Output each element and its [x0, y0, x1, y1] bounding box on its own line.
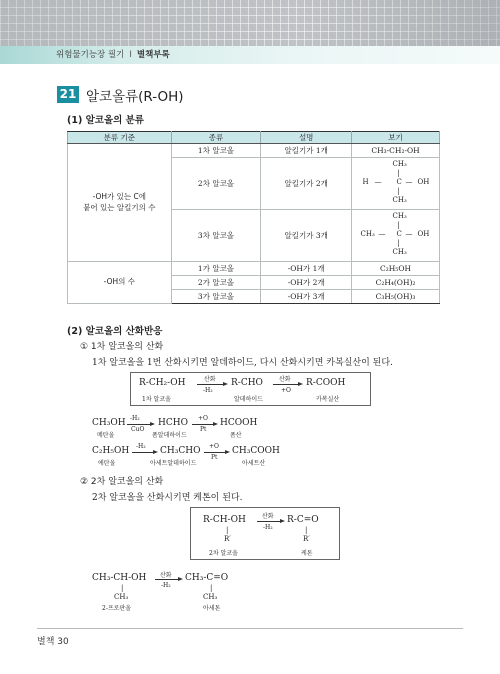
breadcrumb-separator: I: [129, 50, 132, 60]
reactant: R-CH₂-OH: [139, 378, 186, 388]
arrow-label-top: 산화: [262, 513, 274, 520]
reaction-arrow: [155, 579, 179, 580]
bond-vertical: |: [397, 186, 400, 195]
structural-formula: [361, 160, 431, 206]
sub2-title: ② 2차 알코올의 산화: [80, 477, 164, 487]
substituent: CH₃: [114, 593, 129, 601]
arrow-label-top: +O: [209, 443, 219, 450]
arrow-label-top: 산화: [204, 376, 216, 383]
arrow-label-bottom: +O: [281, 387, 291, 394]
compound: HCHO: [158, 418, 188, 428]
compound-name: 아세트알데하이드: [150, 460, 197, 467]
reaction-arrow-head: [213, 422, 218, 426]
bond-vertical: |: [210, 584, 213, 592]
reaction-arrow-head: [150, 422, 155, 426]
reaction-arrow-head: [153, 450, 158, 454]
struct-center: C: [396, 177, 402, 186]
section-title: 알코올류(R-OH): [86, 89, 184, 105]
sub2-text: 2차 알코올을 산화시키면 케톤이 된다.: [92, 493, 243, 503]
desc-cell: 알킬기가 2개: [261, 158, 352, 210]
kind-cell: 3차 알코올: [171, 210, 261, 262]
reaction-arrow-head: [178, 577, 183, 581]
product-name: 알데하이드: [234, 396, 263, 403]
compound-name: 아세트산: [242, 460, 266, 467]
reaction-arrow: [132, 452, 154, 453]
reaction-arrow-head: [280, 519, 285, 523]
struct-bottom: CH₃: [392, 195, 407, 204]
alcohol-classification-table: [67, 131, 440, 304]
struct-left: H: [362, 177, 369, 186]
kind-cell: 2차 알코올: [171, 158, 261, 210]
book-title: 위험물기능장 필기: [56, 50, 125, 60]
part1-title: (1) 알코올의 분류: [67, 115, 144, 126]
substituent: CH₃: [203, 593, 218, 601]
reaction-arrow: [204, 452, 226, 453]
struct-left: CH₃: [360, 229, 375, 238]
desc-cell: -OH가 1개: [261, 262, 352, 276]
methanol-oxidation-example: [92, 415, 292, 441]
table-row: [68, 262, 440, 276]
reaction-arrow: [257, 521, 281, 522]
bond-horizontal: —: [405, 229, 413, 238]
reaction-arrow: [273, 384, 299, 385]
primary-oxidation-box: [130, 372, 371, 406]
bond-horizontal: —: [405, 177, 413, 186]
desc-cell: -OH가 2개: [261, 276, 352, 290]
substituent: R′: [224, 535, 231, 543]
struct-right: OH: [417, 177, 430, 186]
arrow-label-bottom: CuO: [131, 426, 145, 433]
arrow-label-top: +O: [198, 415, 208, 422]
table-row: [68, 144, 440, 158]
kind-cell: 3가 알코올: [171, 290, 261, 304]
example-cell: C₃H₅(OH)₃: [352, 290, 440, 304]
table-header-cell: 종류: [171, 132, 261, 144]
example-cell: CH₃-CH₂-OH: [352, 144, 440, 158]
example-cell: [352, 158, 440, 210]
desc-cell: 알킬기가 1개: [261, 144, 352, 158]
sub1-title: ① 1차 알코올의 산화: [80, 342, 164, 352]
bond-vertical: |: [305, 526, 308, 534]
reaction-arrow-head: [223, 382, 228, 386]
criterion-text: -OH가 있는 C에: [92, 192, 147, 202]
compound: CH₃COOH: [232, 446, 280, 456]
arrow-label-top: -H₂: [130, 415, 140, 422]
compound: C₂H₅OH: [92, 446, 130, 456]
criterion-cell: [68, 144, 172, 262]
reaction-arrow: [197, 384, 224, 385]
table-header-cell: 보기: [352, 132, 440, 144]
desc-cell: -OH가 3개: [261, 290, 352, 304]
header-breadcrumb: [0, 46, 500, 64]
arrow-label-bottom: -H₂: [161, 582, 171, 589]
secondary-oxidation-box: [190, 507, 340, 560]
bond-vertical: |: [397, 238, 400, 247]
struct-right: OH: [417, 229, 430, 238]
bond-vertical: |: [397, 168, 400, 177]
substituent: R′: [303, 535, 310, 543]
compound: CH₃OH: [92, 418, 126, 428]
isopropanol-oxidation-example: [92, 570, 292, 620]
reaction-arrow: [127, 424, 151, 425]
criterion-text: 붙어 있는 알킬기의 수: [83, 202, 156, 212]
section-name: 별책부록: [136, 50, 170, 60]
compound: CH₃CHO: [160, 446, 201, 456]
bond-vertical: |: [121, 584, 124, 592]
compound-name: 폼산: [230, 432, 242, 439]
sub1-text: 1차 알코올을 1번 산화시키면 알데하이드, 다시 산화시키면 카복실산이 된다.: [92, 358, 393, 368]
example-cell: C₂H₅OH: [352, 262, 440, 276]
desc-cell: 알킬기가 3개: [261, 210, 352, 262]
example-cell: C₂H₄(OH)₂: [352, 276, 440, 290]
struct-top: CH₃: [392, 159, 407, 168]
example-cell: [352, 210, 440, 262]
compound-name: 메탄올: [97, 432, 115, 439]
product: R-COOH: [306, 378, 346, 388]
compound: CH₃-CH-OH: [92, 573, 147, 583]
criterion-cell: -OH의 수: [68, 262, 172, 304]
kind-cell: 2가 알코올: [171, 276, 261, 290]
compound-name: 2-프로판올: [102, 605, 132, 612]
struct-top: CH₃: [392, 211, 407, 220]
arrow-label-bottom: Pt: [211, 454, 218, 461]
table-header-cell: 분류 기준: [68, 132, 172, 144]
bond-horizontal: —: [374, 177, 382, 186]
struct-center: C: [396, 229, 402, 238]
bond-horizontal: —: [378, 229, 386, 238]
arrow-label-bottom: -H₂: [263, 524, 273, 531]
footer-divider: [37, 628, 463, 629]
bond-vertical: |: [397, 220, 400, 229]
ethanol-oxidation-example: [92, 443, 312, 469]
product-name: 카복실산: [316, 396, 340, 403]
arrow-label-bottom: Pt: [200, 426, 207, 433]
structural-formula: [361, 212, 431, 258]
reactant-name: 2차 알코올: [209, 550, 238, 557]
arrow-label-top: -H₂: [136, 443, 146, 450]
table-header-row: [68, 132, 440, 144]
arrow-label-bottom: -H₂: [203, 387, 213, 394]
compound-name: 에탄올: [98, 460, 116, 467]
reactant: R-CH-OH: [203, 515, 246, 525]
product: R-C=O: [287, 515, 319, 525]
compound: CH₃-C=O: [185, 573, 229, 583]
reaction-arrow-head: [298, 382, 303, 386]
arrow-label-top: 산화: [279, 376, 291, 383]
table-header-cell: 설명: [261, 132, 352, 144]
bond-vertical: |: [226, 526, 229, 534]
product-name: 케톤: [301, 550, 313, 557]
kind-cell: 1차 알코올: [171, 144, 261, 158]
part2-title: (2) 알코올의 산화반응: [67, 326, 163, 337]
product: R-CHO: [231, 378, 263, 388]
header-pattern-band: [0, 0, 500, 46]
kind-cell: 1가 알코올: [171, 262, 261, 276]
arrow-label-top: 산화: [160, 572, 172, 579]
compound: HCOOH: [220, 418, 258, 428]
compound-name: 폼알데하이드: [152, 432, 187, 439]
reaction-arrow: [192, 424, 214, 425]
compound-name: 아세톤: [203, 605, 221, 612]
section-number-badge: 21: [57, 86, 79, 103]
reactant-name: 1차 알코올: [142, 396, 171, 403]
struct-bottom: CH₃: [392, 247, 407, 256]
reaction-arrow-head: [225, 450, 230, 454]
page-number: 별책 30: [37, 637, 69, 647]
